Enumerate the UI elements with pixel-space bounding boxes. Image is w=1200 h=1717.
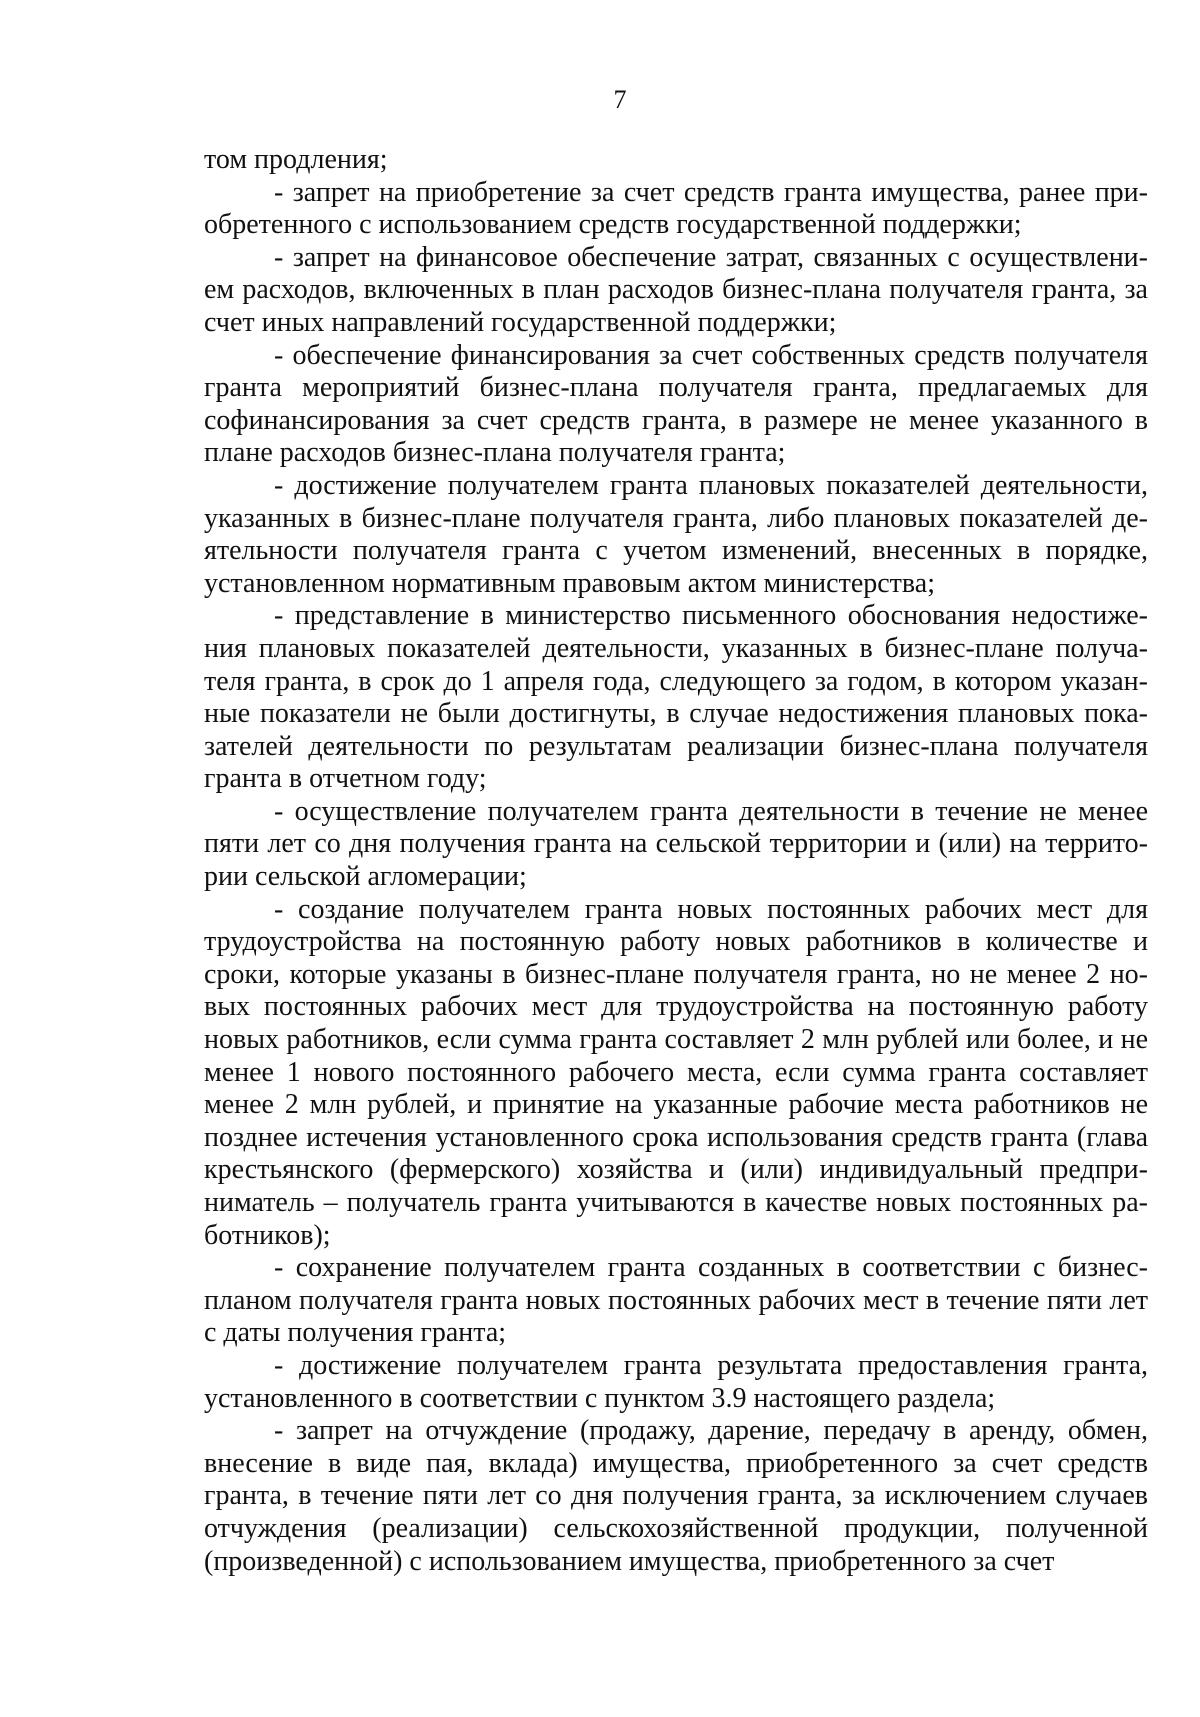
paragraph-job-retention: - сохранение получателем гранта созданных в соответствии с бизнес-планом получателя гранта новых постоянных рабочих мест в течение пяти лет с даты получения гранта; — [204, 1252, 1148, 1349]
page-number: 7 — [613, 85, 627, 114]
paragraph-planned-indicators: - достижение получателем гранта плановых показателей деятельности, указанных в бизнес-плане получателя гранта, либо плановых показателей деятельности получателя гранта с учетом изменений, внесенных в порядке, установленном нормативным правовым актом министерства; — [204, 469, 1148, 599]
paragraph-purchase-ban: - запрет на приобретение за счет средств гранта имущества, ранее приобретенного с использованием средств государственной поддержки; — [204, 176, 1148, 241]
paragraph-grant-result: - достижение получателем гранта результата предоставления гранта, установленного в соответствии с пунктом 3.9 настоящего раздела; — [204, 1349, 1148, 1414]
paragraph-activity-period: - осуществление получателем гранта деятельности в течение не менее пяти лет со дня получения гранта на сельской территории и (или) на территории сельской агломерации; — [204, 795, 1148, 893]
document-body — [204, 144, 1148, 1578]
paragraph-financing-ban: - запрет на финансовое обеспечение затрат, связанных с осуществлением расходов, включенных в план расходов бизнес-плана получателя гранта, за счет иных направлений государственной поддержки; — [204, 241, 1148, 338]
paragraph-continuation: том продления; — [204, 144, 388, 175]
paragraph-own-funds: - обеспечение финансирования за счет собственных средств получателя гранта мероприятий бизнес-плана получателя гранта, предлагаемых для софинансирования за счет средств гранта, в размере не менее указанного в плане расходов бизнес-плана получателя гранта; — [204, 339, 1148, 469]
paragraph-new-jobs: - создание получателем гранта новых постоянных рабочих мест для трудоустройства на постоянную работу новых работников в количестве и сроки, которые указаны в бизнес-плане получателя гранта, но не менее 2 новых постоянных рабочих мест для трудоустройства на постоянную работу новых работников, если сумма гранта составляет 2 млн рублей или более, и не менее 1 нового постоянного рабочего места, если сумма гранта составляет менее 2 млн рублей, и принятие на указанные рабочие места работников не позднее истечения установленного срока использования средств гранта (глава крестьянского (фермерского) хозяйства и (или) индивидуальный предприниматель – получатель гранта учитываются в качестве новых постоянных работников); — [204, 893, 1148, 1251]
paragraph-alienation-ban: - запрет на отчуждение (продажу, дарение, передачу в аренду, обмен, внесение в виде пая, вклада) имущества, приобретенного за счет средств гранта, в течение пяти лет со дня получения гранта, за исключением случаев отчуждения (реализации) сельскохозяйственной продукции, полученной (произведенной) с использованием имущества, приобретенного за счет — [204, 1415, 1148, 1577]
paragraph-justification: - представление в министерство письменного обоснования недостижения плановых показателей деятельности, указанных в бизнес-плане получателя гранта, в срок до 1 апреля года, следующего за годом, в котором указанные показатели не были достигнуты, в случае недостижения плановых показателей деятельности по результатам реализации бизнес-плана получателя гранта в отчетном году; — [204, 600, 1148, 795]
